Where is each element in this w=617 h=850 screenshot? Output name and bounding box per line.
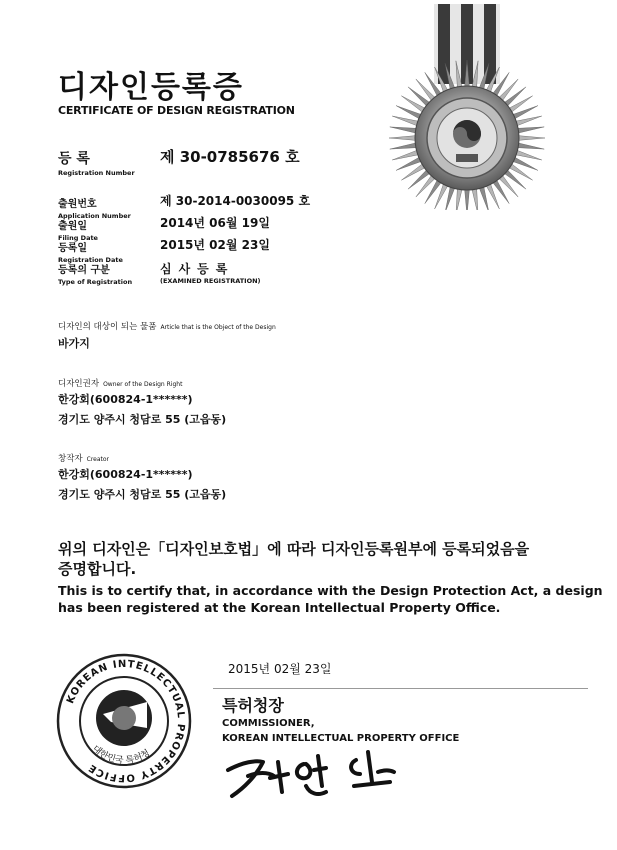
registration-date-value: 2015년 02월 23일 — [160, 238, 270, 252]
creator-label: 창작자 Creator — [58, 454, 110, 464]
svg-text:KOREAN INTELLECTUAL PROPERTY O: KOREAN INTELLECTUAL PROPERTY OFFICE — [65, 658, 187, 784]
commissioner-signature-icon — [218, 742, 418, 802]
registration-type-label: 등록의 구분 Type of Registration — [58, 265, 133, 286]
registration-number-value: 제 30-0785676 호 — [160, 148, 300, 166]
certificate-subtitle: CERTIFICATE OF DESIGN REGISTRATION — [58, 104, 295, 117]
registration-type-value: 심사등록 (EXAMINED REGISTRATION) — [160, 262, 261, 285]
creator-name: 한강회(600824-1******) — [58, 468, 193, 481]
certification-statement-korean: 위의 디자인은「디자인보호법」에 따라 디자인등록원부에 등록되었음을 증명합니다. — [58, 540, 530, 578]
commissioner-title-english: COMMISSIONER, KOREAN INTELLECTUAL PROPERTY OFFICE — [222, 718, 460, 744]
commissioner-title-korean: 특허청장 — [222, 696, 284, 715]
filing-date-value: 2014년 06월 19일 — [160, 216, 270, 230]
article-label: 디자인의 대상이 되는 물품 Article that is the Object of the Design — [58, 322, 276, 332]
national-emblem-medal-icon — [384, 4, 550, 210]
svg-text:대한민국 특허청: 대한민국 특허청 — [89, 744, 152, 767]
owner-address: 경기도 양주시 청담로 55 (고읍동) — [58, 413, 227, 426]
creator-address: 경기도 양주시 청담로 55 (고읍동) — [58, 488, 227, 501]
issue-date: 2015년 02월 23일 — [228, 662, 332, 676]
certification-statement-english: This is to certify that, in accordance with the Design Protection Act, a design has been registered at the Korean Intellectual Property Office. — [58, 583, 603, 615]
signature-divider — [213, 688, 588, 689]
filing-date-label: 출원일 Filing Date — [58, 221, 98, 242]
registration-date-label: 등록일 Registration Date — [58, 243, 123, 264]
application-number-value: 제 30-2014-0030095 호 — [160, 194, 311, 208]
article-value: 바가지 — [58, 337, 90, 350]
certificate-title: 디자인등록증 — [58, 70, 244, 105]
kipo-seal-icon — [55, 652, 193, 790]
registration-number-label: 등 록 Registration Number — [58, 151, 135, 177]
owner-label: 디자인권자 Owner of the Design Right — [58, 379, 183, 389]
owner-name: 한강회(600824-1******) — [58, 393, 193, 406]
application-number-label: 출원번호 Application Number — [58, 199, 131, 220]
